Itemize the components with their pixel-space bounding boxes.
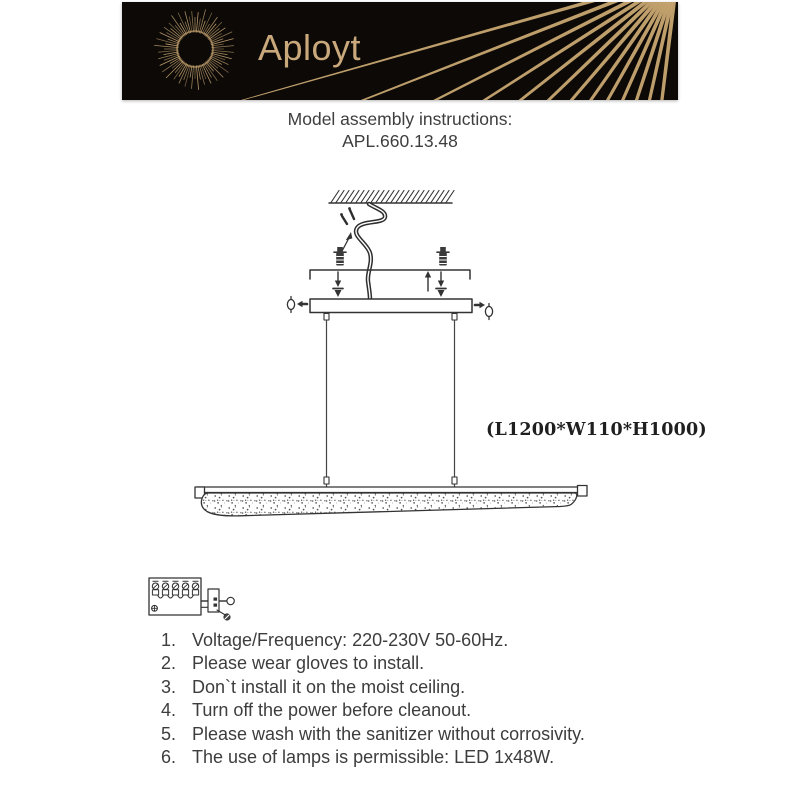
canopy: [310, 299, 472, 313]
screw-icon: [333, 272, 343, 297]
list-item: [161, 699, 585, 722]
item-text: Voltage/Frequency: 220-230V 50-60Hz.: [192, 630, 509, 650]
arrow-up-icon: [425, 271, 431, 291]
item-text: Please wash with the sanitizer without corrosivity.: [192, 723, 585, 744]
mounting-bracket: [310, 270, 470, 279]
item-number: 6.: [161, 747, 177, 768]
side-screw-icon: [287, 297, 307, 313]
item-number: 2.: [161, 653, 177, 674]
list-item: [161, 723, 585, 746]
model-number: APL.660.13.48: [342, 130, 458, 151]
item-number: 4.: [161, 700, 177, 721]
wall-plug-icon: [334, 247, 346, 266]
item-text: The use of lamps is permissible: LED 1x48W.: [192, 747, 555, 768]
list-item: [161, 676, 585, 699]
item-number: 1.: [161, 630, 177, 650]
list-item: [161, 629, 585, 652]
item-number: 5.: [161, 723, 177, 744]
suspension-wire: [324, 313, 329, 487]
list-item: [161, 652, 585, 675]
side-screw-icon: [475, 302, 493, 320]
item-text: Turn off the power before cleanout.: [192, 700, 472, 721]
list-item: [161, 746, 585, 769]
item-text: Please wear gloves to install.: [192, 653, 425, 674]
brand-logo-text: Aployt: [258, 27, 362, 68]
suspension-wire: [452, 313, 457, 487]
instruction-list: [161, 629, 585, 769]
wall-plug-icon: [437, 247, 449, 266]
page-title: Model assembly instructions:: [287, 109, 513, 129]
dimensions-label: (L1200*W110*H1000): [486, 420, 707, 440]
led-bar-light: [195, 486, 587, 516]
item-number: 3.: [161, 676, 177, 697]
wiring-diagram-icon: [149, 578, 234, 620]
item-text: Don`t install it on the moist ceiling.: [192, 676, 466, 697]
ceiling-icon: [329, 191, 454, 204]
mains-cable-icon: [340, 204, 385, 299]
screw-icon: [436, 272, 446, 297]
